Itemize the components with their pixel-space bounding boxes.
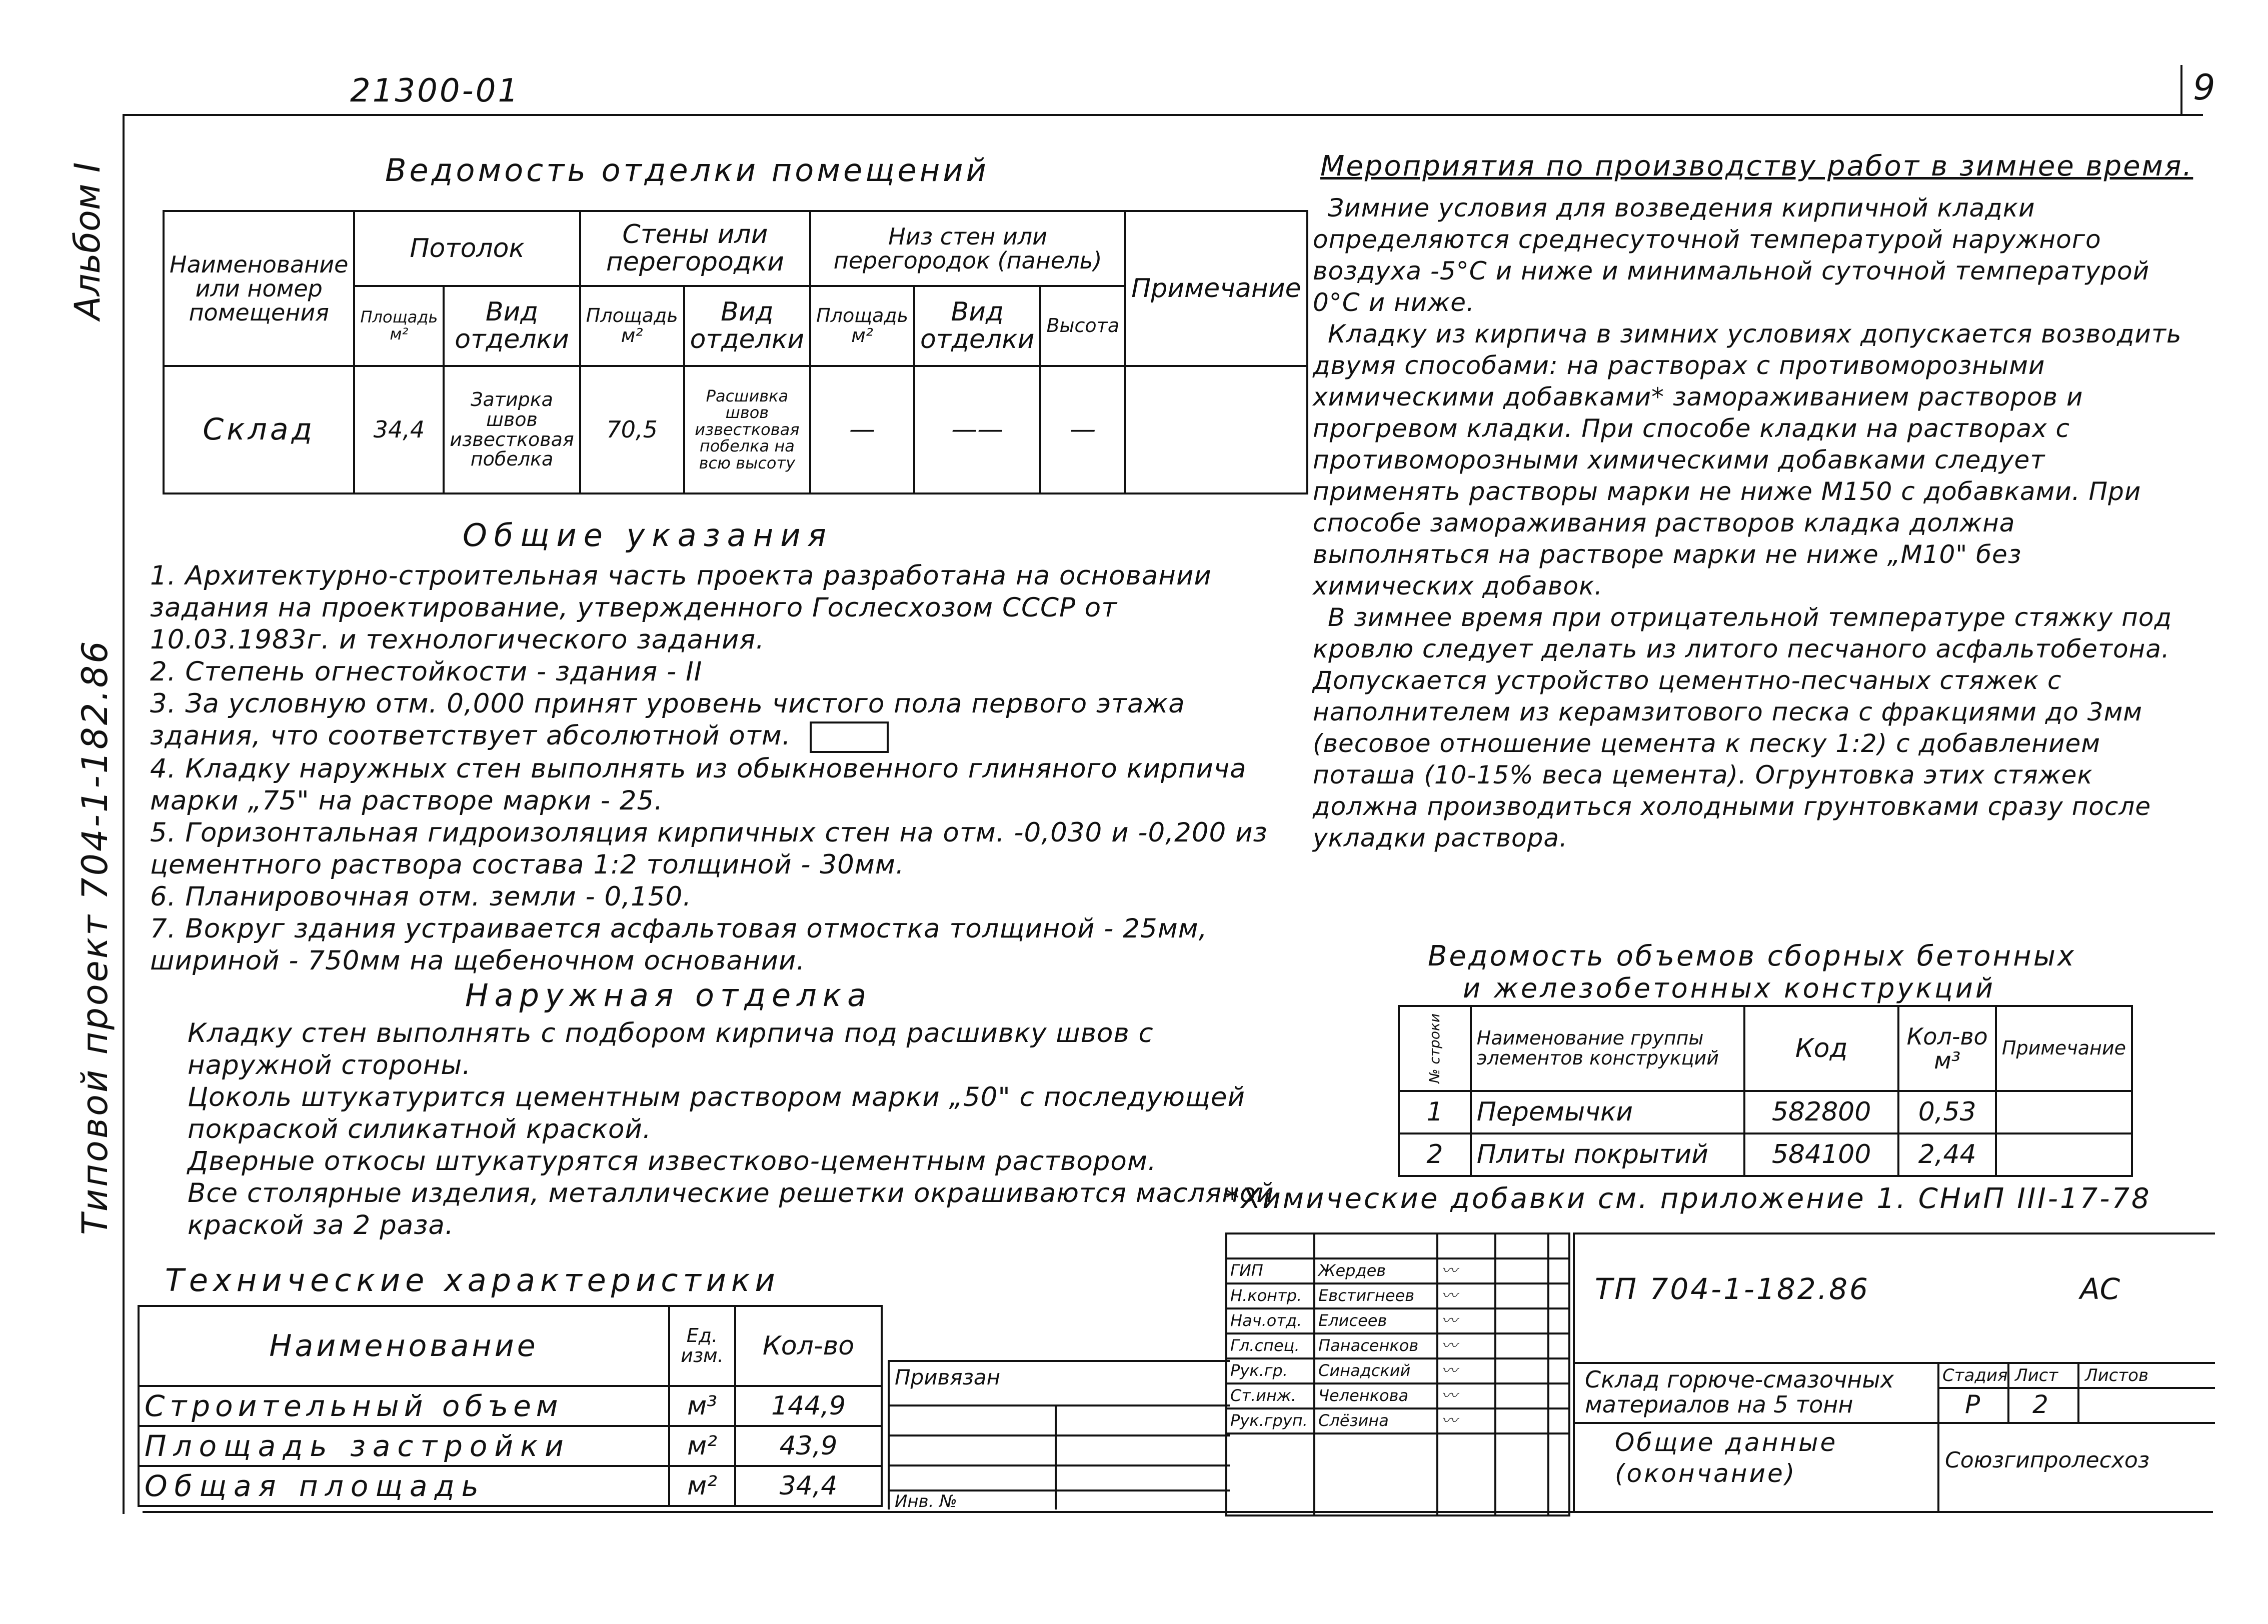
volumes-cell [1996, 1091, 2132, 1134]
finish-low-kind: —— [914, 366, 1041, 494]
frame-left-line [123, 114, 125, 1514]
finish-header-lower: Низ стен или перегородок (панель) [810, 211, 1125, 286]
exterior-line: Цоколь штукатурится цементным раствором марки „50" с последующей покраской силикатной краской. [188, 1082, 1245, 1144]
stamp-line [1575, 1422, 2215, 1424]
volumes-cell: Плиты покрытий [1471, 1134, 1744, 1176]
stamp-sheets-header: Листов [2085, 1366, 2149, 1386]
signature: 〰 [1437, 1408, 1495, 1434]
volumes-cell: 582800 [1744, 1091, 1899, 1134]
winter-text [1313, 192, 2185, 854]
volumes-header-qty: Кол-во м³ [1898, 1006, 1995, 1091]
stamp-person-row: ГИП Жердев 〰 [1226, 1258, 1569, 1284]
volumes-header-note: Примечание [1996, 1006, 2132, 1091]
stamp-people-table [1225, 1232, 1570, 1516]
album-label: Альбом I [67, 162, 108, 320]
tech-cell: 43,9 [735, 1426, 882, 1466]
volumes-cell: 584100 [1744, 1134, 1899, 1176]
tech-cell: Строительный объем [139, 1386, 669, 1426]
tech-cell: 144,9 [735, 1386, 882, 1426]
finish-low-area: — [810, 366, 914, 494]
finish-ceil-area: 34,4 [354, 366, 444, 494]
stamp-org: Союзгипролесхоз [1945, 1448, 2150, 1473]
volumes-cell: 2,44 [1898, 1134, 1995, 1176]
finish-header-low-kind: Вид отделки [914, 286, 1041, 366]
project-label: Типовой проект 704-1-182.86 [75, 639, 116, 1235]
finish-title: Ведомость отделки помещений [385, 152, 989, 188]
general-item: 6. Планировочная отм. земли - 0,150. [150, 881, 692, 912]
volumes-cell [1996, 1134, 2132, 1176]
tech-cell: 34,4 [735, 1466, 882, 1506]
finish-room-name: Склад [164, 366, 354, 494]
stamp-person-row: Нач.отд. Елисеев 〰 [1226, 1308, 1569, 1334]
document-number: 21300-01 [350, 72, 521, 110]
general-item: 1. Архитектурно-строительная часть проекта разработана на основании задания на проектирование, утвержденного Гослесхозом СССР от 10.03.1983г. и технологического задания. [150, 560, 1212, 655]
stamp-person-row: Рук.груп. Слёзина 〰 [1226, 1408, 1569, 1434]
inv-label: Инв. № [895, 1492, 957, 1512]
volumes-header-num: № строки [1399, 1006, 1471, 1091]
stamp-stage: Р [1965, 1390, 1980, 1419]
frame-top-line [123, 114, 2203, 116]
signature: 〰 [1437, 1358, 1495, 1384]
tech-cell: Площадь застройки [139, 1426, 669, 1466]
finish-header-ceil-area: Площадь м² [354, 286, 444, 366]
volumes-cell: 0,53 [1898, 1091, 1995, 1134]
volumes-footnote: *Химические добавки см. приложение 1. СНиП III-17-78 [1225, 1182, 2151, 1215]
tech-cell: м² [669, 1466, 735, 1506]
finish-wall-kind: Расшивка швов известковая побелка на всю высоту [684, 366, 811, 494]
volumes-table [1398, 1005, 2133, 1177]
tech-cell: м² [669, 1426, 735, 1466]
finish-header-low-area: Площадь м² [810, 286, 914, 366]
volumes-header-name: Наименование группы элементов конструкций [1471, 1006, 1744, 1091]
winter-p2: Кладку из кирпича в зимних условиях допускается возводить двумя способами: на растворах с противоморозными химическими добавками* замораживанием растворов и прогревом кладки. При способе кладки на растворах с противоморозными химическими добавками следует применять растворы марки не ниже М150 с добавками. При способе замораживания растворов кладка должна выполняться на растворе марки не ниже „М10" без химических добавок. [1313, 320, 2182, 600]
finish-ceil-kind: Затирка швов известковая побелка [444, 366, 580, 494]
general-item: 2. Степень огнестойкости - здания - II [150, 656, 703, 687]
stamp-sheet-header: Лист [2015, 1366, 2058, 1386]
general-item: 5. Горизонтальная гидроизоляция кирпичных стен на отм. -0,030 и -0,200 из цементного раствора состава 1:2 толщиной - 30мм. [150, 817, 1268, 880]
finish-header-wall-kind: Вид отделки [684, 286, 811, 366]
finish-note [1125, 366, 1307, 494]
volumes-cell: Перемычки [1471, 1091, 1744, 1134]
volumes-cell: 2 [1399, 1134, 1471, 1176]
absolute-mark-box [810, 722, 889, 753]
sheet-corner-number: 9 [2193, 67, 2215, 108]
finish-low-height: — [1040, 366, 1125, 494]
stamp-divider [1937, 1362, 1939, 1512]
finish-table [163, 210, 1308, 494]
signature: 〰 [1437, 1284, 1495, 1308]
volumes-cell: 1 [1399, 1091, 1471, 1134]
stamp-main [1573, 1232, 2215, 1512]
frame-top-right-tick [2180, 65, 2182, 115]
stamp-line [1575, 1362, 2215, 1364]
stamp-sheet: 2 [2032, 1390, 2048, 1419]
privyazan-line [890, 1434, 1230, 1436]
general-item: 7. Вокруг здания устраивается асфальтовая отмостка толщиной - 25мм, шириной - 750мм на щебеночном основании. [150, 913, 1208, 976]
winter-p1: Зимние условия для возведения кирпичной кладки определяются среднесуточной температурой наружного воздуха -5°С и ниже и минимальной суточной температурой 0°С и ниже. [1313, 194, 2150, 317]
stamp-person-row: Ст.инж. Челенкова 〰 [1226, 1384, 1569, 1408]
volumes-header-code: Код [1744, 1006, 1899, 1091]
stamp-person-row: Рук.гр. Синадский 〰 [1226, 1358, 1569, 1384]
exterior-line: Кладку стен выполнять с подбором кирпича под расшивку швов с наружной стороны. [188, 1018, 1154, 1080]
stamp-divider [2007, 1362, 2009, 1422]
exterior-line: Все столярные изделия, металлические решетки окрашиваются масляной краской за 2 раза. [188, 1178, 1274, 1240]
finish-wall-area: 70,5 [580, 366, 684, 494]
volumes-title-2: и железобетонных конструкций [1463, 972, 1995, 1004]
privyazan-label: Привязан [895, 1365, 1001, 1390]
signature: 〰 [1437, 1258, 1495, 1284]
stamp-person-row: Гл.спец. Панасенков 〰 [1226, 1334, 1569, 1358]
exterior-line: Дверные откосы штукатурятся известково-цементным раствором. [188, 1146, 1157, 1176]
stamp-person-row: Н.контр. Евстигнеев 〰 [1226, 1284, 1569, 1308]
finish-header-note: Примечание [1125, 211, 1307, 366]
privyazan-block [888, 1360, 1230, 1510]
finish-header-walls: Стены или перегородки [580, 211, 810, 286]
general-item: 3. За условную отм. 0,000 принят уровень чистого пола первого этажа здания, что соответствует абсолютной отм. [150, 688, 1270, 753]
finish-header-ceiling: Потолок [354, 211, 580, 286]
tech-header-unit: Ед. изм. [669, 1306, 735, 1386]
signature: 〰 [1437, 1308, 1495, 1334]
finish-header-height: Высота [1040, 286, 1125, 366]
stamp-mark: АС [2080, 1272, 2120, 1306]
tech-table [138, 1305, 883, 1507]
signature: 〰 [1437, 1384, 1495, 1408]
tech-cell: м³ [669, 1386, 735, 1426]
exterior-title: Наружная отделка [465, 977, 873, 1014]
stamp-code: ТП 704-1-182.86 [1595, 1272, 1870, 1306]
signature: 〰 [1437, 1334, 1495, 1358]
privyazan-line [890, 1464, 1230, 1466]
stamp-object: Склад горюче-смазочных материалов на 5 тонн [1585, 1366, 1894, 1418]
tech-header-name: Наименование [139, 1306, 669, 1386]
tech-title: Технические характеристики [165, 1262, 780, 1298]
finish-header-name: Наименование или номер помещения [164, 211, 354, 366]
general-title: Общие указания [463, 517, 833, 554]
stamp-divider [2077, 1362, 2079, 1422]
general-item: 4. Кладку наружных стен выполнять из обыкновенного глиняного кирпича марки „75" на растворе марки - 25. [150, 753, 1247, 816]
finish-header-ceil-kind: Вид отделки [444, 286, 580, 366]
stamp-stage-header: Стадия [1942, 1366, 2008, 1386]
winter-p3: В зимнее время при отрицательной температуре стяжку под кровлю следует делать из литого песчаного асфальтобетона. Допускается устройство цементно-песчаных стяжек с наполнителем из керамзитового песка с фракциями до 3мм (весовое отношение цемента к песку 1:2) с добавлением поташа (10-15% веса цемента). Огрунтовка этих стяжек должна производиться холодными грунтовками сразу после укладки раствора. [1313, 603, 2172, 852]
volumes-title-1: Ведомость объемов сборных бетонных [1428, 940, 2076, 972]
privyazan-divider [1055, 1404, 1057, 1510]
tech-header-qty: Кол-во [735, 1306, 882, 1386]
finish-header-wall-area: Площадь м² [580, 286, 684, 366]
general-list [150, 560, 1270, 977]
privyazan-line [890, 1404, 1230, 1406]
tech-cell: Общая площадь [139, 1466, 669, 1506]
winter-title: Мероприятия по производству работ в зимнее время. [1320, 150, 2193, 182]
stamp-line [1937, 1387, 2215, 1389]
exterior-text [188, 1018, 1278, 1242]
stamp-sheet-title: Общие данные (окончание) [1615, 1428, 1838, 1488]
